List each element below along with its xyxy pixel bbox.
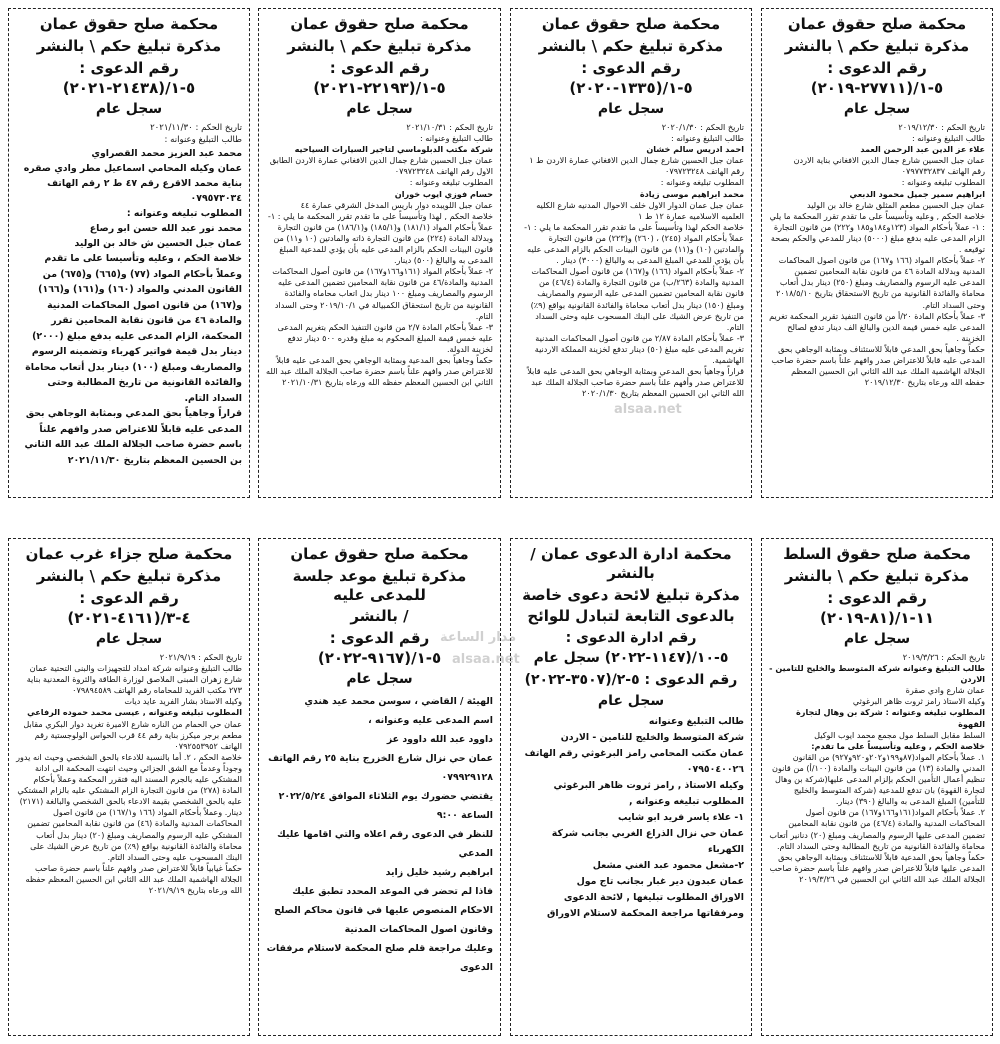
respondent-label: المطلوب تبليغه وعنوانه : xyxy=(660,177,744,188)
registry-label: سجل عام xyxy=(346,101,413,117)
notice-subtitle: مذكرة تبليغ حكم \ بالنشر xyxy=(287,37,472,55)
respondent: المطلوب تبليغه وعنوانه : شركة بن وهال لتجارة القهوة xyxy=(796,707,985,729)
notice-subtitle: بالدعوى التابعة لتبادل للوائح xyxy=(527,607,735,625)
requester-address: عمان وكيله المحامي اسماعيل مطر وادي صقره بناية محمد الاقرع رقم ٤٧ ط ٢ رقم الهاتف ٠٧٩٥٧٣٠٣٤ xyxy=(23,163,242,204)
notice-subtitle: مذكرة تبليغ حكم \ بالنشر xyxy=(36,37,222,55)
case-number: رقم الدعوى : ٥-٢/(٣٥٠٧-٢٠٢٢) xyxy=(524,672,738,688)
notice-subtitle: مذكرة تبليغ حكم \ بالنشر xyxy=(538,37,724,55)
registry-label: سجل عام xyxy=(95,631,163,647)
judgment-closing: حكماً وجاهياً بحق المدعية وبمثابة الوجاهي بحق المدعى عليه قابلاً للاعتراض صدر وافهم علناً باسم حضرة صاحب الجلالة الملك عبد الله الثاني ابن الحسين المعظم حفظه الله ورعاه بتاريخ ٢٠٢١/١٠/٣١ xyxy=(265,354,493,388)
registry-label: سجل عام xyxy=(597,693,665,709)
judgment-date: تاريخ الحكم : ٢٠٢١/١٠/٣١ xyxy=(406,122,493,132)
judgment-clause: خلاصة الحكم , وعليه وتأسيساً على ما تقدم تقرر المحكمة ما يلي : ١- عملاً بأحكام المواد (١٢٣و١٨٤و١٨٥ و٢٢٢) من قانون التجارة الزام المدعى عليه بدفع مبلغ (٥٠٠٠) دينار للمدعي والحكم بصحة توقيعه . xyxy=(769,210,985,255)
agent-name: وكيله الاستاذ رامز ثروت ظاهر البرغوثي xyxy=(852,696,985,707)
registry-label: سجل عام xyxy=(346,671,413,687)
respondent-name: داوود عبد الله داوود عز xyxy=(386,734,493,745)
judgment-closing: حكماً غيابياً قابلاً للاعتراض صدر وافهم علناً باسم حضرة صاحب الجلالة الهاشمية الملك عبد الله الثاني ابن الحسين المعظم حفظه الله ورعاه بتاريخ ٢٠٢١/٩/١٩ xyxy=(25,862,242,895)
court-name: محكمة صلح حقوق السلط xyxy=(783,545,971,563)
respondent-label: المطلوب تبليغه وعنوانه : xyxy=(409,177,493,188)
registry-label: سجل عام xyxy=(95,101,163,117)
respondent-address: عمان حي نزال شارع الخزرج بناية ٢٥ رقم الهاتف ٠٧٩٩٢٩١٢٨ xyxy=(268,753,493,783)
judgment-date: تاريخ الحكم : ٢٠١٩/١٢/٣٠ xyxy=(898,122,985,132)
notice-judgment-4161-2021-west xyxy=(8,538,250,1036)
case-number: رقم الدعوى : ٥-١/(٩١٦٧-٢٠٢٢) xyxy=(317,629,442,667)
agent-name: وكيله الاستاذ بشار الفريد عايد ديات xyxy=(124,696,242,707)
respondent-address: عمان جبل الحسين مطعم المثلق شارع خالد بن الوليد xyxy=(806,199,985,210)
judgment-clause: ٣- عملاً بأحكام المادة ٢/٨٧ من قانون أصول المحاكمات المدنية تغريم المدعى عليه مبلغ (٥٠) دينار تدفع لخزينة المملكة الاردنية الهاشمية. xyxy=(534,332,744,365)
notice-lawsuit-1147-2022 xyxy=(510,538,752,1036)
judgment-clause: ٢- عملاً بأحكام المواد (١٦١و١٦٦و١٦٧) من قانون أصول المحاكمات المدنية والمادة/٤٦ من قانون نقابة المحامين تضمين المدعى عليه الرسوم والمصاريف ومبلغ ١٠٠ دينار بدل اتعاب محاماه والفائدة القانونية من تاريخ استحقاق الكمبيالة في ٢٠١٩/١٠/١ وحتى السداد التام. xyxy=(272,266,493,321)
requester-address: عمان مكتب المحامي رامز البرغوثي رقم الهاتف ٠٧٩٥٠٤٠٠٢٦ xyxy=(524,748,744,775)
court-name: محكمة صلح حقوق عمان xyxy=(541,15,721,33)
judgment-clause: ٢- عملاً بأحكام المواد (١٦٦) و(١٦٧) من قانون أصول المحاكمات المدنية والمادة (٢٦٣/ب) من قانون التجارة والمادة (٤٦/٤) من قانون نقابة المحامين تضمين المدعى عليه الرسوم والمصاريف ومبلغ (١٥٠) دينار بدل أتعاب محاماة والفائدة القانونية بواقع (٩٪) من تاريخ عرض الشيك على البنك المسحوب عليه وحتى السداد التام. xyxy=(530,266,744,332)
case-number: رقم الدعوى : ٥-١/(٢٢١٩٣-٢٠٢١) xyxy=(313,59,446,97)
agent-name: وكيله الاستاذ , رامز ثروت ظاهر البرغوثي xyxy=(553,780,744,791)
requester: طالب التبليغ وعنوانه شركة امداد للتجهيزات والبنى التحتية عمان شارع زهران المبنى الملاصق لوزارة الطاقة والثروة المعدنية بناية ٢٧٣ مكتب الفريد للمحاماه رقم الهاتف ٠٧٩٨٩٤٥٨٩ xyxy=(26,663,242,696)
judgment-clause: خلاصة الحكم ، وعليه وتأسيسا على ما تقدم وعملاً بأحكام المواد (٧٧) و(٦٦٥) و(٦٧٥) من القانون المدني والمواد (١٦٠) و(١٦١) و(١٦٦) و(١٦٧) من قانون اصول المحاكمات المدنية والمادة ٤٦ من قانون نقابة المحامين تقرر المحكمة، الزام المدعى عليه بدفع مبلغ (٢٠٠٠) دينار بدل قيمة فواتير كهرباء وتضمينه الرسوم والمصاريف ومبلغ (١٠٠) دينار بدل أتعاب محاماة والفائدة القانونية من تاريخ المطالبة وحتى السداد التام. xyxy=(25,253,242,404)
notice-judgment-81-2019-salt xyxy=(761,538,993,1036)
notice-judgment-21438-2021 xyxy=(8,8,250,498)
requester-label: طالب التبليغ وعنوانه : xyxy=(420,133,493,144)
requester-label: طالب التبليغ وعنوانه : xyxy=(912,133,985,144)
judgment-date: تاريخ الحكم : ٢٠١٩/٣/٢٦ xyxy=(902,652,985,662)
court-name: محكمة صلح حقوق عمان xyxy=(39,15,219,33)
respondent-label: المطلوب تبليغه وعنوانه : xyxy=(126,208,242,219)
notice-body xyxy=(16,122,242,468)
respondent-address: عمان حي نزال الذراع الغربي بجانب شركة الكهرباء xyxy=(551,828,744,855)
respondent-label: اسم المدعى عليه وعنوانه ، xyxy=(368,715,493,726)
requester-address: عمان جبل الحسين شارع جمال الدين الافغاني بناية الاردن xyxy=(793,155,985,166)
plaintiff-name: ابراهيم رشيد خليل زايد xyxy=(385,867,493,878)
notice-body xyxy=(266,122,493,388)
notice-subtitle: مذكرة تبليغ موعد جلسة للمدعى عليه xyxy=(292,567,467,604)
judgment-closing: قراراً وجاهياً بحق المدعي وبمثابة الوجاهي بحق المدعى عليه قابلاً للاعتراض صدر وافهم علناً باسم حضرة صاحب الجلالة الملك عبد الله الثاني بن الحسين المعظم بتاريخ ٢٠٢١/١١/٣٠ xyxy=(24,408,242,466)
respondent-address: السلط مقابل السلط مول مجمع محمد ايوب الوكيل xyxy=(814,729,985,740)
judgment-clause: خلاصة الحكم , لهذا وتأسيساً على ما تقدم تقرر المحكمة ما يلي : ١- عملاً بأحكام المواد (١٨١/١) و(١٨٥/١) و(١٨٦/١) من قانون التجارة وبدلالة المادة (٢٢٤) من قانون التجارة ذاته والمادتين (١٠ و١١) من قانون البينات الحكم بالزام المدعى عليه بأن يؤدي للمدعية المبلغ المدعى به والبالغ (٥٠٠) دينار. xyxy=(267,210,493,266)
documents-note: وعليك مراجعة قلم صلح المحكمة لاستلام مرفقات الدعوى xyxy=(266,943,493,973)
judgment-clause: ١. عملاً بأحكام المواد(٨٧و١٩٩و٢٠٢و٩٢٠و٩٢٧) من القانون المدني والمادة (١٣) من قانون البينات والمادة (١٠٠/أ) من قانون تنظيم أعمال التأمين الحكم بإلزام المدعى عليها(شركة بن وهال لتجارة القهوة) بان تدفع للمدعية (شركة المتوسط والخليج للتأمين) المبلغ المدعى به والبالغ (٣٩٠) دينار. xyxy=(772,751,985,807)
registry-label: سجل عام xyxy=(597,101,665,117)
requester-address: عمان جبل الحسين شارع جمال الدين الافغاني عمارة الاردن الطابق الاول رقم الهاتف ٠٧٩٧٢٣٢٤٨ xyxy=(269,155,493,177)
notice-judgment-1335-2020 xyxy=(510,8,752,498)
requester-name: شركة المتوسط والخليج للتامين - الاردن xyxy=(560,732,744,743)
respondent-address: عمان جبل الحسين ش خالد بن الوليد xyxy=(74,238,242,249)
court-name: محكمة صلح حقوق عمان xyxy=(290,545,469,563)
watermark-text: alsaa.net xyxy=(614,402,682,417)
case-number: رقم الدعوى : ١١-١/(٨١-٢٠١٩) xyxy=(819,589,935,627)
documents-note: الاوراق المطلوب تبليغها , لائحة الدعوى ومرفقاتها مراجعة المحكمة لاستلام الاوراق xyxy=(547,892,744,919)
judge-name: الهيئة / القاضي ، سوسن محمد عيد هندي xyxy=(304,696,493,707)
notice-judgment-27711-2019 xyxy=(761,8,993,498)
notice-body xyxy=(266,692,493,977)
registry-label: سجل عام xyxy=(843,101,911,117)
respondent-label: المطلوب تبليغه وعنوانه : xyxy=(901,177,985,188)
case-number: رقم الدعوى : ٤-٣/(٤١٦١-٢٠٢١) xyxy=(67,589,191,627)
notice-body xyxy=(769,652,985,885)
court-name: محكمة صلح جزاء غرب عمان xyxy=(25,545,233,563)
respondent-address: عمان عبدون دير غبار بجانب تاج مول xyxy=(576,876,744,887)
judgment-intro: خلاصة الحكم , وعليه وتأسيساً على ما تقدم: xyxy=(811,740,985,751)
judgment-closing: قراراً وجاهياً بحق المدعي وبمثابة الوجاهي بحق المدعى عليه قابلاً للاعتراض صدر وأفهم علناً باسم حضرة صاحب الجلالة الملك عبد الله الثاني ابن الحسين المعظم بتاريخ ٢٠٢٠/١/٣٠ xyxy=(527,366,744,399)
judgment-date: تاريخ الحكم : ٢٠٢١/١١/٣٠ xyxy=(150,123,242,133)
requester-label: طالب التبليغ وعنوانه : xyxy=(164,135,242,145)
judgment-date: تاريخ الحكم : ٢٠٢٠/١/٣٠ xyxy=(661,122,744,132)
case-management-number: رقم ادارة الدعوى : ٥-١٠/(١١٤٧-٢٠٢٢) سجل عام xyxy=(533,630,729,666)
respondent-label: المطلوب تبليغه وعنوانه , xyxy=(629,796,744,807)
notice-body xyxy=(518,714,744,922)
respondent-name: محمد نور عبد الله حسن ابو رصاع xyxy=(89,223,242,234)
requester-label: طالب التبليغ وعنوانه xyxy=(648,716,744,727)
judgment-clause: خلاصة الحكم ، ٢. أما بالنسبة للادعاء بالحق الشخصي وحيث انه يدور وجوداً وعدماً مع الشق الجزائي وحيث انتهت المحكمة الى ادانة المشتكي عليه بالجرم المسند اليه فتقرر المحكمة وعملاً بأحكام المادة (٢٧٨) من قانون التجارة الزام المشتكي عليه بالزام المشتكي عليه بالحق الشخصي بقيمة الادعاء بالحق الشخصي والبالغة (٢١٧١) دينار. وعملاً بأحكام المواد (١٦٦ و١٦٧/١) من قانون اصول المحاكمات المدنية والمادة (٤٦) من قانون نقابة المحامين تضمين المشتكي عليه الرسوم والمصاريف ومبلغ (٢٠) دينار بدل أتعاب محاماة والفائدة القانونية بواقع (٩٪) من تاريخ عرض الشيك على البنك المسحوب عليه وحتى السداد التام. xyxy=(16,751,242,862)
court-name: محكمة صلح حقوق عمان xyxy=(787,15,967,33)
notice-judgment-22193-2021 xyxy=(258,8,501,498)
notice-subtitle: مذكرة تبليغ لائحة دعوى خاصة xyxy=(522,586,740,604)
judgment-clause: ٣- عملاً بأحكام المادة ٢٠/أ من قانون التنفيذ تقرير المحكمة تغريم المدعى عليه خمس قيمة الدين والبالغ الف دينار تدفع لصالح الخزينة . xyxy=(769,310,985,343)
respondent-name: حسام فوزي ايوب خوران xyxy=(394,188,493,199)
requester-name: شركة مكتب الدبلوماسي لتاجير السيارات السياحيه xyxy=(294,144,493,155)
notice-subtitle: مذكرة تبليغ حكم \ بالنشر xyxy=(784,567,970,585)
notice-subtitle: مذكرة تبليغ حكم \ بالنشر xyxy=(36,567,222,585)
respondent-address: عمان حي الحمام من الناره شارع الاميرة تغريد دوار البكري مقابل مطعم برجر ميكرز بناية رقم ٤٤ قرب الحواس الولوجستية رقم الهاتف ٠٧٩٢٥٥٣٩٥٢ xyxy=(23,718,242,751)
registry-label: سجل عام xyxy=(843,631,911,647)
notice-subtitle: مذكرة تبليغ حكم \ بالنشر xyxy=(784,37,970,55)
requester-label: طالب التبليغ وعنوانه : xyxy=(671,133,744,144)
notice-body xyxy=(769,122,985,388)
absence-warning: فاذا لم تحضر في الموعد المحدد تطبق عليك الاحكام المنصوص عليها في قانون محاكم الصلح وقانون اصول المحاكمات المدنية xyxy=(274,886,493,935)
case-number: رقم الدعوى : ٥-١/(٢١٤٣٨-٢٠٢١) xyxy=(62,59,196,97)
judgment-clause: ٢. عملاً بأحكام المواد(١٦١و١٦٦و١٦٧) من قانون أصول المحاكمات المدنية والمادة (٤٦/٤) من قانون نقابة المحامين تضمين المدعى عليها الرسوم والمصاريف ومبلغ (٢٠) دنانير أتعاب محاماة والفائدة القانونية من تاريخ المطالبة وحتى السداد التام. xyxy=(769,807,985,851)
case-number: رقم الدعوى : ٥-١/(٢٧٧١١-٢٠١٩) xyxy=(810,59,944,97)
requester-name: احمد ادريس سالم خشان xyxy=(646,144,744,155)
respondent-name: ٢-مشعل محمود عبد الغني مشعل xyxy=(592,860,744,871)
requester: طالب التبليغ وعنوانه شركة المتوسط والخليج للتامين - الاردن xyxy=(769,663,985,685)
requester-phone: رقم الهاتف ٠٧٩٧٧٣٢٨٣٧ xyxy=(901,166,985,177)
respondent-address: عمان جبل اللويبده دوار باريس المدخل الشرقي عمارة ٤٤ xyxy=(300,199,493,210)
respondent-name: ابراهيم سمير جميل محمود الدبعي xyxy=(849,188,985,199)
judgment-closing: حكماً وجاهياً بحق المدعي قابلاً للاستئناف وبمثابة الوجاهي بحق المدعى عليه قابلاً للاعتراض صدر وافهم علناً باسم حضرة صاحب الجلالة الهاشمية الملك عبد الله الثاني ابن الحسين المعظم حفظه الله ورعاه بتاريخ ٢٠١٩/١٢/٣٠ xyxy=(771,343,985,388)
notice-body xyxy=(16,652,242,896)
court-name: محكمة صلح حقوق عمان xyxy=(290,15,469,33)
judgment-closing: حكماً وجاهياً بحق المدعية قابلاً للاستئناف وبمثابة الوجاهي بحق المدعى عليها قابلاً للاعتراض صدر وافهم علناً باسم حضرة صاحب الجلالة الملك عبد الله الثاني ابن الحسين في ٢٠١٩/٣/٢٦ xyxy=(769,851,985,884)
requester-name: علاء عز الدين عبد الرحمن العمد xyxy=(860,144,985,155)
court-name: محكمة ادارة الدعوى عمان /بالنشر xyxy=(530,545,732,582)
requester-address: عمان جبل الحسين شارع جمال الدين الافغاني عمارة الاردن ط ١ رقم الهاتف ٠٧٩٧٢٣٢٤٨ xyxy=(529,155,744,177)
requester-address: عمان شارع وادي صقرة xyxy=(905,685,985,696)
requester-name: محمد عبد العزيز محمد القصراوي xyxy=(91,148,242,159)
respondent-name: ١- علاء ياسر فريد ابو شايب xyxy=(617,812,744,823)
hearing-purpose: للنظر في الدعوى رقم اعلاه والتي اقامها عليك المدعي xyxy=(277,829,493,859)
judgment-clause: ٣- عملاً بأحكام المادة ٢/٧ من قانون التنفيذ الحكم بتغريم المدعى عليه خمس قيمة المبلغ المحكوم به مبلغ وقدره ٥٠٠ دينار تدفع لخزينة الدولة. xyxy=(277,321,493,354)
hearing-date: يقتضي حضورك يوم الثلاثاء الموافق ٢٠٢٢/٥/٢٤ الساعة ٩:٠٠ xyxy=(278,791,493,821)
respondent-name: محمد ابراهيم موسى زيادة xyxy=(639,188,744,199)
notice-subtitle: / بالنشر xyxy=(350,607,409,625)
watermark-text: alsaa.net xyxy=(452,652,520,667)
respondent: المطلوب تبليغه وعنوانه , عيسى محمد حموده الرفاعي xyxy=(27,707,242,718)
case-number: رقم الدعوى : ٥-١/(١٣٣٥-٢٠٢٠) xyxy=(569,59,693,97)
judgment-clause: خلاصة الحكم لهذا وتأسيساً على ما تقدم تقرر المحكمة ما يلي : ١- عملاً بأحكام المواد (٢٤٥) ، (٢٦٠) و(٢٢٣) من قانون التجارة والمادتين (١٠) و(١١) من قانون البينات الحكم بالزام المدعى عليه بأن يؤدي للمدعي المبلغ المدعى به والبالغ (٣٠٠٠) دينار . xyxy=(524,221,744,266)
respondent-address: عمان جبل عمان الدوار الاول خلف الاحوال المدنيه شارع الكليه العلميه الاسلاميه عمارة ١٢ ط ١ xyxy=(536,199,744,221)
watermark-text: مدار الساعة xyxy=(440,630,517,645)
judgment-date: تاريخ الحكم : ٢٠٢١/٩/١٩ xyxy=(159,652,242,662)
judgment-clause: ٢- عملاً بأحكام المواد (١٦٦ و١٦٧) من قانون اصول المحاكمات المدنية وبدلالة المادة ٤٦ من قانون نقابة المحامين تضمين المدعى عليه الرسوم والمصاريف ومبلغ (٢٥٠) دينار بدل أتعاب محاماة والفائدة القانونية من تاريخ الاستحقاق بتاريخ ٢٠١٨/٥/١٠ وحتى السداد التام. xyxy=(776,255,985,310)
notice-hearing-9167-2022 xyxy=(258,538,501,1036)
notice-body xyxy=(518,122,744,399)
